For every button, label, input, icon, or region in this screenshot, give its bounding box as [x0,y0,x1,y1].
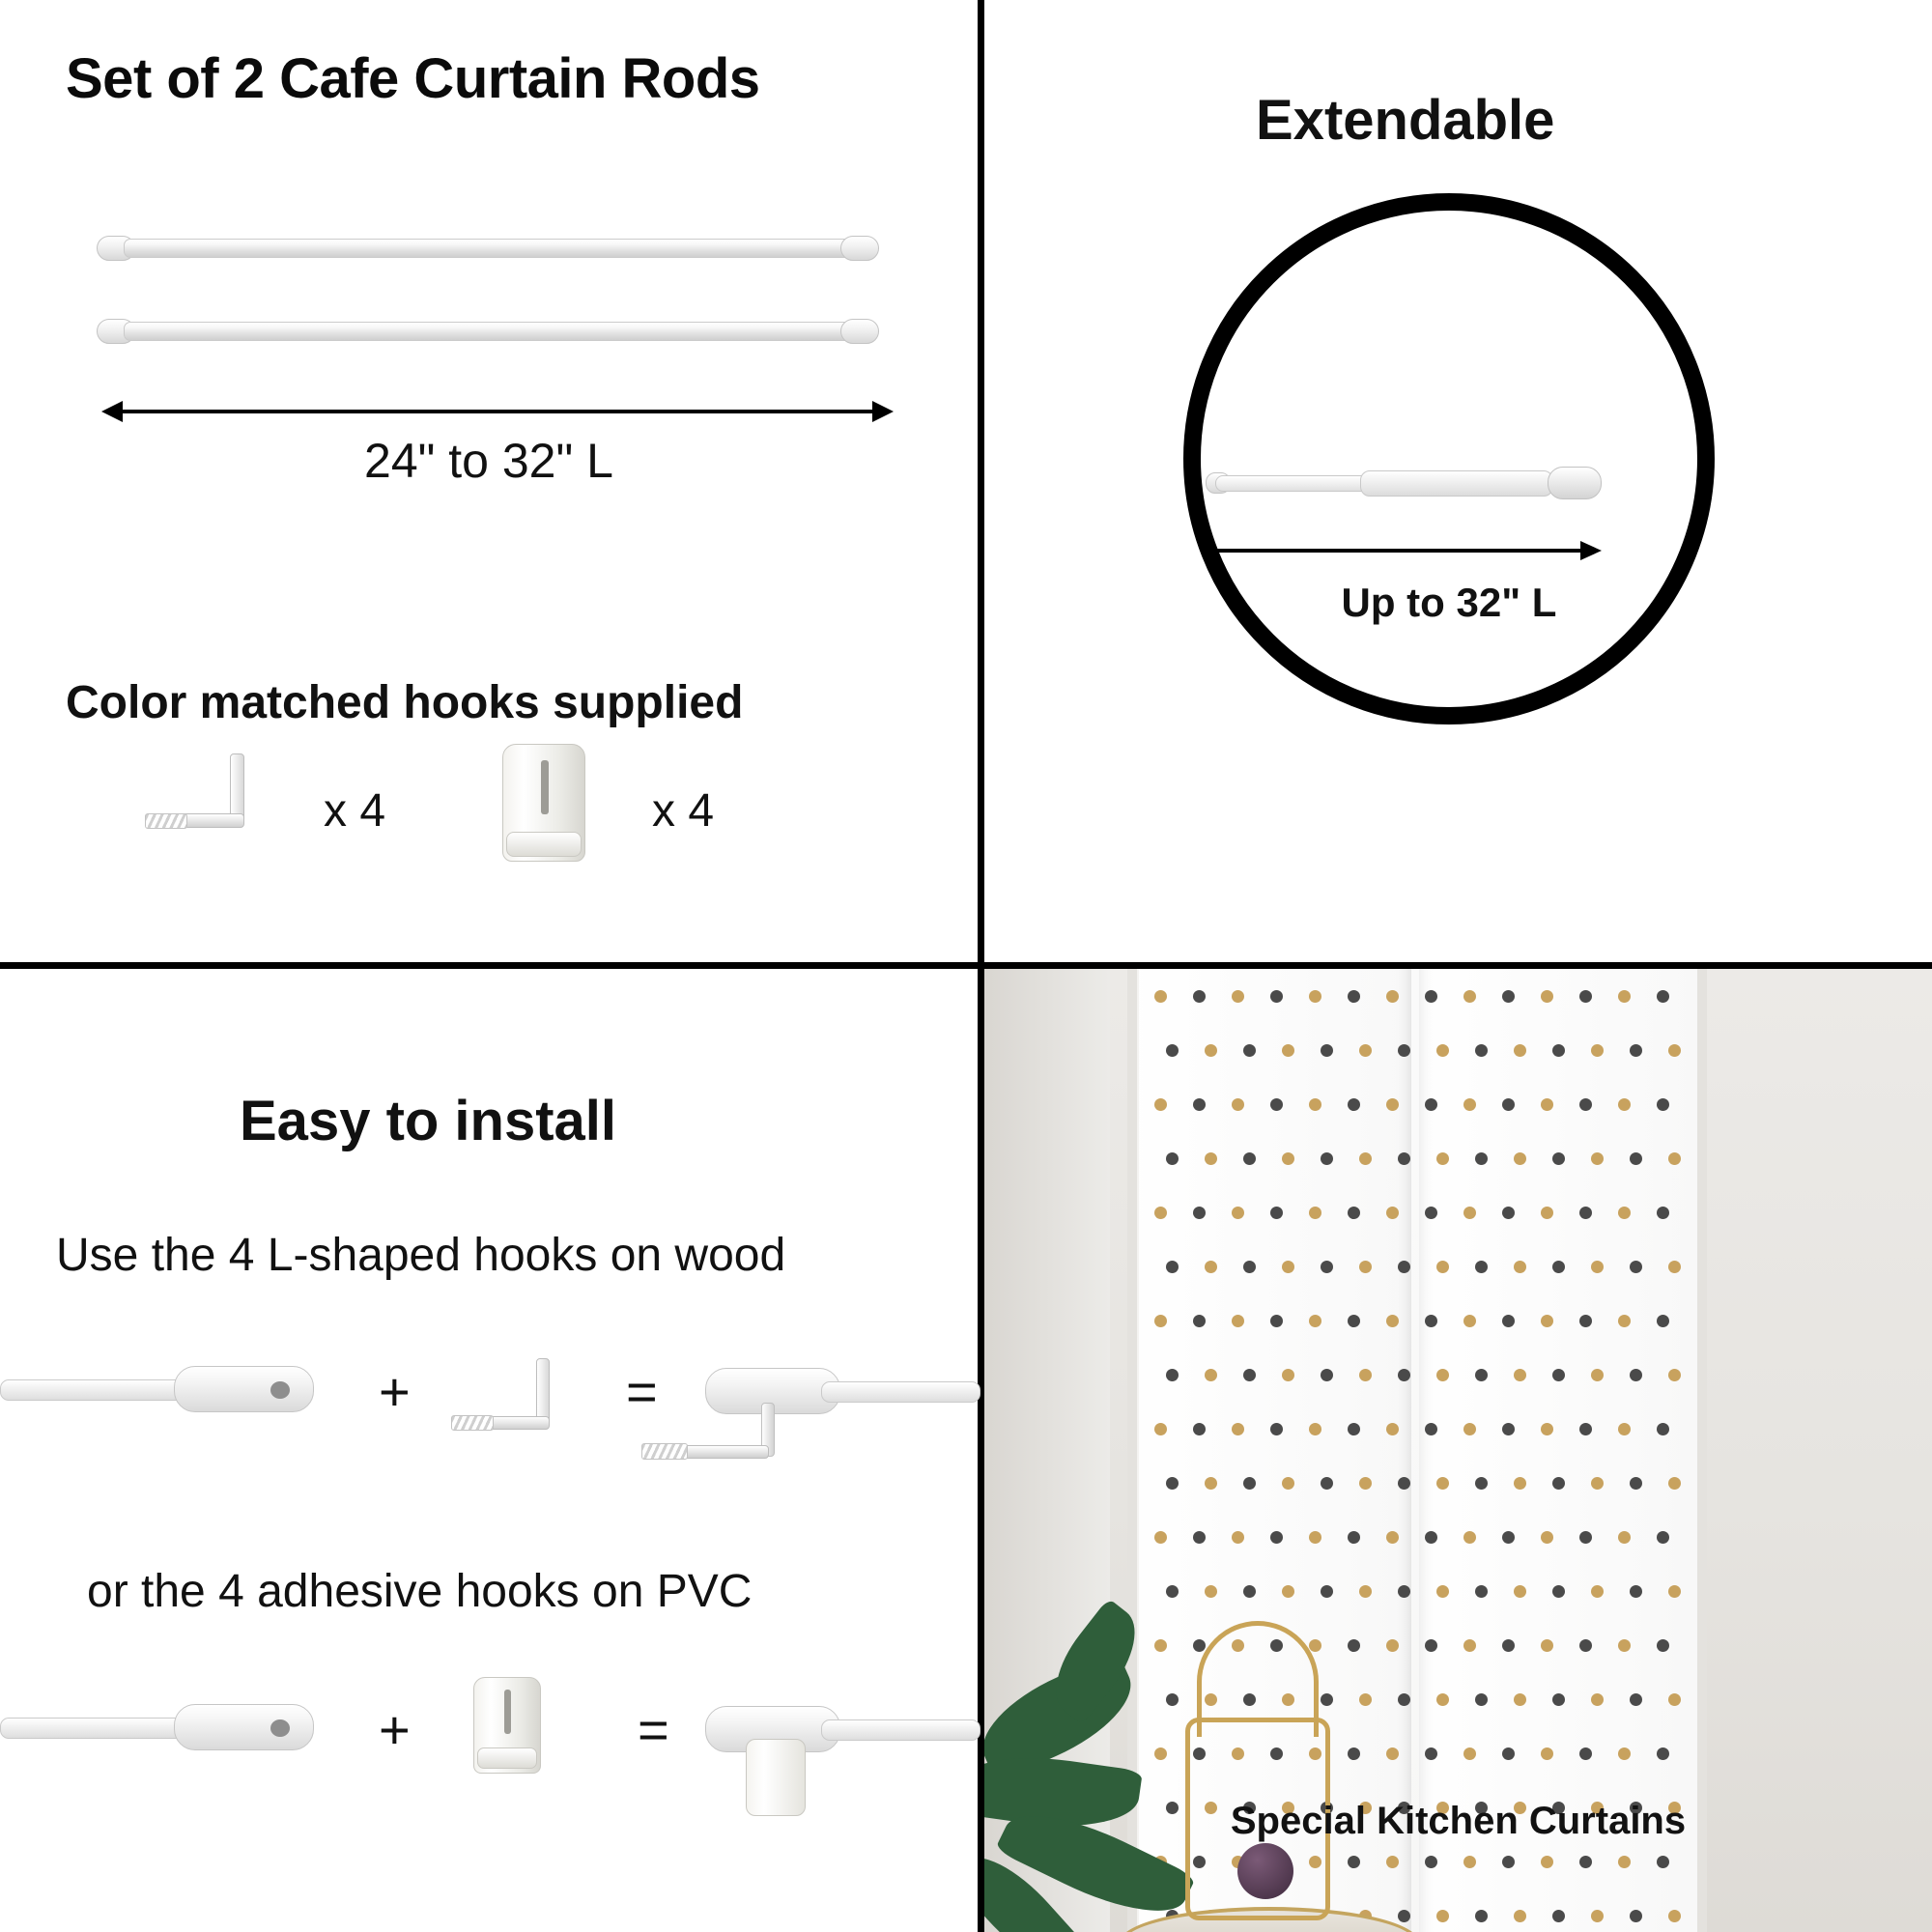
curtain-dot [1348,1423,1360,1435]
curtain-dot [1282,1585,1294,1598]
curtain-dot [1552,1261,1565,1273]
curtain-dot [1425,1207,1437,1219]
curtain-dot [1232,1531,1244,1544]
curtain-dot [1386,1531,1399,1544]
curtain-dot [1398,1261,1410,1273]
curtain-dot [1657,1098,1669,1111]
rod-with-l-hook-assembly [705,1343,978,1468]
curtain-dot [1618,1856,1631,1868]
rod-shaft [0,1718,193,1739]
curtain-dot [1552,1369,1565,1381]
curtain-dot [1205,1369,1217,1381]
curtain-dot [1657,1207,1669,1219]
curtain-dot [1243,1152,1256,1165]
curtain-dot [1668,1910,1681,1922]
rod-tube [124,322,852,341]
curtain-dot [1657,1531,1669,1544]
curtain-dot [1591,1261,1604,1273]
curtain-dot [1232,990,1244,1003]
curtain-dot [1668,1693,1681,1706]
rod-tip [174,1704,314,1750]
curtain-dot [1270,1423,1283,1435]
curtain-dot [1657,990,1669,1003]
curtain-dot [1463,1747,1476,1760]
curtain-dot [1282,1477,1294,1490]
curtain-dot [1475,1261,1488,1273]
curtain-dot [1630,1044,1642,1057]
curtain-dot [1166,1369,1179,1381]
lifestyle-photo [984,969,1932,1932]
curtain-dot [1321,1044,1333,1057]
curtain-dot [1514,1152,1526,1165]
curtain-dot [1579,1098,1592,1111]
curtain-dot [1541,990,1553,1003]
curtain-dot [1630,1477,1642,1490]
adhesive-hook-lip [506,832,582,857]
vertical-divider-top [978,0,984,966]
curtain-dot [1463,1856,1476,1868]
curtain-dot [1591,1152,1604,1165]
curtain-dot [1309,1207,1321,1219]
curtain-dot [1232,1315,1244,1327]
curtain-dot [1425,990,1437,1003]
hooks-row [126,744,898,869]
arrow-line [113,410,882,413]
curtain-dot [1243,1044,1256,1057]
extendable-title: Extendable [1256,88,1555,152]
curtain-dot [1552,1585,1565,1598]
curtain-dot [1436,1910,1449,1922]
curtain-dot [1232,1098,1244,1111]
curtain-dot [1154,990,1167,1003]
curtain-dot [1618,1423,1631,1435]
curtain-dot [1618,1207,1631,1219]
curtain-dot [1398,1585,1410,1598]
curtain-dot [1502,990,1515,1003]
curtain-dot [1309,1423,1321,1435]
curtain-dot [1270,1098,1283,1111]
rod-cap-right [840,236,879,261]
curtain-dot [1630,1910,1642,1922]
curtain-dot [1436,1261,1449,1273]
curtain-dot [1270,1207,1283,1219]
equals-symbol: = [638,1699,669,1760]
hook-screw-thread [145,813,187,829]
curtain-dot [1552,1910,1565,1922]
curtain-dot [1502,1207,1515,1219]
curtain-dot [1463,1423,1476,1435]
curtain-dot [1591,1477,1604,1490]
curtain-dot [1618,1315,1631,1327]
extendable-length-label: Up to 32" L [1341,580,1557,625]
rod-end-with-hole [0,1366,319,1412]
curtain-dot [1541,1315,1553,1327]
curtain-dot [1541,1531,1553,1544]
curtain-dot [1205,1585,1217,1598]
rod-tube [124,239,852,258]
curtain-dot [1359,1477,1372,1490]
curtain-dot [1243,1369,1256,1381]
curtain-dot [1154,1531,1167,1544]
curtain-dot [1591,1585,1604,1598]
curtain-dot [1502,1856,1515,1868]
curtain-dot [1668,1152,1681,1165]
curtain-dot [1475,1693,1488,1706]
curtain-dot [1618,1098,1631,1111]
curtain-dot [1386,1639,1399,1652]
curtain-dot [1193,1207,1206,1219]
rod-end-with-hole [0,1704,319,1750]
curtain-dot [1463,1315,1476,1327]
curtain-dot [1579,990,1592,1003]
curtain-dot [1282,1261,1294,1273]
curtain-dot [1541,1207,1553,1219]
curtain-dot [1591,1693,1604,1706]
curtain-dot [1359,1369,1372,1381]
plus-symbol: + [379,1699,411,1760]
curtain-dot [1154,1207,1167,1219]
adhesive-hook-slot [504,1690,511,1734]
extendable-circle-callout [1183,193,1715,724]
curtain-dot [1348,1315,1360,1327]
curtain-dot [1270,1531,1283,1544]
curtain-dot [1463,1098,1476,1111]
curtain-dot [1630,1152,1642,1165]
panel-bottom-right [984,969,1932,1932]
curtain-dot [1282,1369,1294,1381]
curtain-dot [1348,1098,1360,1111]
curtain-dot [1463,1531,1476,1544]
hook-screw-thread [641,1443,688,1460]
curtain-dot [1309,1531,1321,1544]
page-title: Set of 2 Cafe Curtain Rods [66,47,760,110]
vertical-divider-bottom [978,969,984,1932]
curtain-dot [1552,1152,1565,1165]
hooks-supplied-title: Color matched hooks supplied [66,676,744,728]
curtain-panel-right [1419,969,1697,1932]
curtain-dot [1193,1098,1206,1111]
curtain-dot [1425,1098,1437,1111]
adhesive-hook-quantity-label: x 4 [652,785,715,837]
curtain-dot [1475,1152,1488,1165]
rod-tip [174,1366,314,1412]
curtain-dot [1475,1585,1488,1598]
curtain-dot [1668,1477,1681,1490]
curtain-dot [1463,990,1476,1003]
curtain-dot [1386,1207,1399,1219]
rod-shaft [0,1379,193,1401]
rod-mounting-hole [270,1381,290,1399]
curtain-dot [1398,1693,1410,1706]
curtain-dot [1514,1910,1526,1922]
curtain-dot [1166,1585,1179,1598]
curtain-dot [1579,1315,1592,1327]
curtain-dot [1321,1369,1333,1381]
curtain-dot [1232,1423,1244,1435]
curtain-dot [1502,1639,1515,1652]
curtain-dot [1668,1369,1681,1381]
adhesive-hook-body [746,1739,806,1816]
curtain-dot [1552,1693,1565,1706]
equals-symbol: = [626,1361,658,1422]
curtain-dot [1193,1315,1206,1327]
curtain-dot [1309,1315,1321,1327]
curtain-dot [1579,1639,1592,1652]
curtain-dot [1657,1747,1669,1760]
curtain-dot [1668,1585,1681,1598]
curtain-dot [1348,1531,1360,1544]
dimension-label: 24" to 32" L [364,434,613,488]
curtain-dot [1502,1747,1515,1760]
curtain-dot [1425,1315,1437,1327]
curtain-dot [1618,990,1631,1003]
curtain-dot [1154,1315,1167,1327]
curtain-dot [1618,1639,1631,1652]
easy-install-title: Easy to install [240,1089,617,1152]
curtain-dot [1541,1639,1553,1652]
curtain-dot [1205,1152,1217,1165]
arrow-line [1215,549,1580,553]
curtain-dot [1359,1585,1372,1598]
curtain-dot [1475,1477,1488,1490]
curtain-dot [1359,1152,1372,1165]
curtain-dot [1502,1531,1515,1544]
curtain-dot [1154,1098,1167,1111]
curtain-dot [1436,1044,1449,1057]
dimension-arrow-icon [101,398,894,423]
curtain-dot [1386,1423,1399,1435]
curtain-dot [1514,1693,1526,1706]
rod-shaft [821,1719,980,1741]
curtain-dot [1166,1152,1179,1165]
rod-outer-tube [1360,470,1553,497]
extension-arrow-icon [1215,541,1602,560]
adhesive-hook-slot [541,760,549,814]
curtain-dot [1541,1856,1553,1868]
extendable-rod-illustration [1215,467,1602,499]
curtain-dot [1668,1261,1681,1273]
adhesive-hook-icon [502,744,585,862]
curtain-dot [1321,1152,1333,1165]
curtain-dot [1514,1477,1526,1490]
curtain-dot [1425,1856,1437,1868]
curtain-dot [1463,1207,1476,1219]
curtain-dot [1618,1747,1631,1760]
install-step-2-text: or the 4 adhesive hooks on PVC [87,1566,753,1617]
curtain-rod-1 [97,236,879,261]
curtain-dot [1552,1044,1565,1057]
curtain-dot [1436,1477,1449,1490]
curtain-dot [1398,1477,1410,1490]
curtain-dot [1591,1910,1604,1922]
plus-symbol: + [379,1361,411,1422]
curtain-dot [1657,1639,1669,1652]
curtain-dot [1270,990,1283,1003]
curtain-dot [1166,1477,1179,1490]
curtain-dot [1193,1531,1206,1544]
curtain-dot [1386,1098,1399,1111]
curtain-dot [1591,1369,1604,1381]
curtain-dot [1270,1315,1283,1327]
curtain-dot [1321,1477,1333,1490]
rod-shaft [821,1381,980,1403]
curtain-dot [1205,1261,1217,1273]
curtain-dot [1425,1531,1437,1544]
curtain-dot [1657,1315,1669,1327]
curtain-dot [1657,1856,1669,1868]
curtain-dot [1579,1531,1592,1544]
curtain-dot [1630,1585,1642,1598]
curtain-dot [1475,1369,1488,1381]
curtain-dot [1386,1856,1399,1868]
curtain-dot [1541,1423,1553,1435]
curtain-dot [1436,1369,1449,1381]
curtain-dot [1463,1639,1476,1652]
curtain-dot [1309,990,1321,1003]
curtain-dot [1425,1747,1437,1760]
curtain-dot [1243,1477,1256,1490]
adhesive-hook-lip [477,1747,537,1769]
curtain-dot [1154,1423,1167,1435]
curtain-dot [1243,1261,1256,1273]
curtain-dot [1552,1477,1565,1490]
curtain-dot [1630,1369,1642,1381]
arrow-head-right [1580,541,1602,560]
panel-top-left [0,0,978,962]
curtain-dot [1193,1423,1206,1435]
curtain-dot [1193,990,1206,1003]
curtain-dot [1166,1261,1179,1273]
curtain-dot [1321,1585,1333,1598]
curtain-dot [1514,1261,1526,1273]
install-step-1-text: Use the 4 L-shaped hooks on wood [56,1230,786,1281]
curtain-dot [1386,1315,1399,1327]
curtain-dot [1630,1261,1642,1273]
curtain-dot [1475,1910,1488,1922]
curtain-dot [1502,1315,1515,1327]
curtain-dot [1282,1044,1294,1057]
geometric-lantern-decor [1168,1631,1351,1920]
l-hook-quantity-label: x 4 [324,785,386,837]
curtain-dot [1514,1585,1526,1598]
install-step-1-illustration [0,1333,978,1468]
curtain-dot [1657,1423,1669,1435]
curtain-dot [1166,1044,1179,1057]
curtain-dot [1579,1856,1592,1868]
l-shaped-hook-icon [449,1358,575,1464]
curtain-dot [1541,1747,1553,1760]
curtain-dot [1541,1098,1553,1111]
adhesive-hook-icon [473,1677,541,1774]
curtain-dot [1386,990,1399,1003]
curtain-dot [1398,1910,1410,1922]
curtain-dot [1243,1585,1256,1598]
curtain-dot [1398,1044,1410,1057]
decorative-ball [1237,1843,1293,1899]
install-step-2-illustration [0,1671,978,1806]
curtain-dot [1579,1423,1592,1435]
curtain-dot [1591,1044,1604,1057]
curtain-dot [1630,1693,1642,1706]
curtain-dot [1282,1152,1294,1165]
curtain-dot [1502,1098,1515,1111]
curtain-dot [1475,1044,1488,1057]
rod-with-adhesive-hook-assembly [705,1681,978,1806]
curtain-dot [1386,1747,1399,1760]
curtain-dot [1668,1044,1681,1057]
rod-mounting-hole [270,1719,290,1737]
curtain-dot [1398,1369,1410,1381]
rod-cap-right [840,319,879,344]
curtain-dot [1205,1477,1217,1490]
curtain-dot [1436,1693,1449,1706]
curtain-dot [1398,1152,1410,1165]
curtain-dot [1232,1207,1244,1219]
curtain-dot [1502,1423,1515,1435]
curtain-dot [1436,1585,1449,1598]
horizontal-divider [0,962,1932,969]
curtain-dot [1348,990,1360,1003]
rod-cap-right [1548,467,1602,499]
l-shaped-hook-icon [145,753,270,860]
curtain-dot [1425,1423,1437,1435]
curtain-dot [1359,1044,1372,1057]
curtain-dot [1514,1044,1526,1057]
curtain-dot [1321,1261,1333,1273]
curtain-dot [1579,1207,1592,1219]
curtain-dot [1618,1531,1631,1544]
curtain-dot [1514,1369,1526,1381]
curtain-dot [1579,1747,1592,1760]
curtain-rod-2 [97,319,879,344]
curtain-dot [1348,1207,1360,1219]
arrow-head-right [872,401,894,422]
curtain-dot [1436,1152,1449,1165]
curtain-dot [1205,1044,1217,1057]
curtain-dot [1359,1693,1372,1706]
hook-screw-thread [451,1415,494,1431]
photo-caption: Special Kitchen Curtains [1230,1800,1687,1842]
curtain-dot [1425,1639,1437,1652]
curtain-dot [1309,1098,1321,1111]
curtain-dot [1359,1261,1372,1273]
